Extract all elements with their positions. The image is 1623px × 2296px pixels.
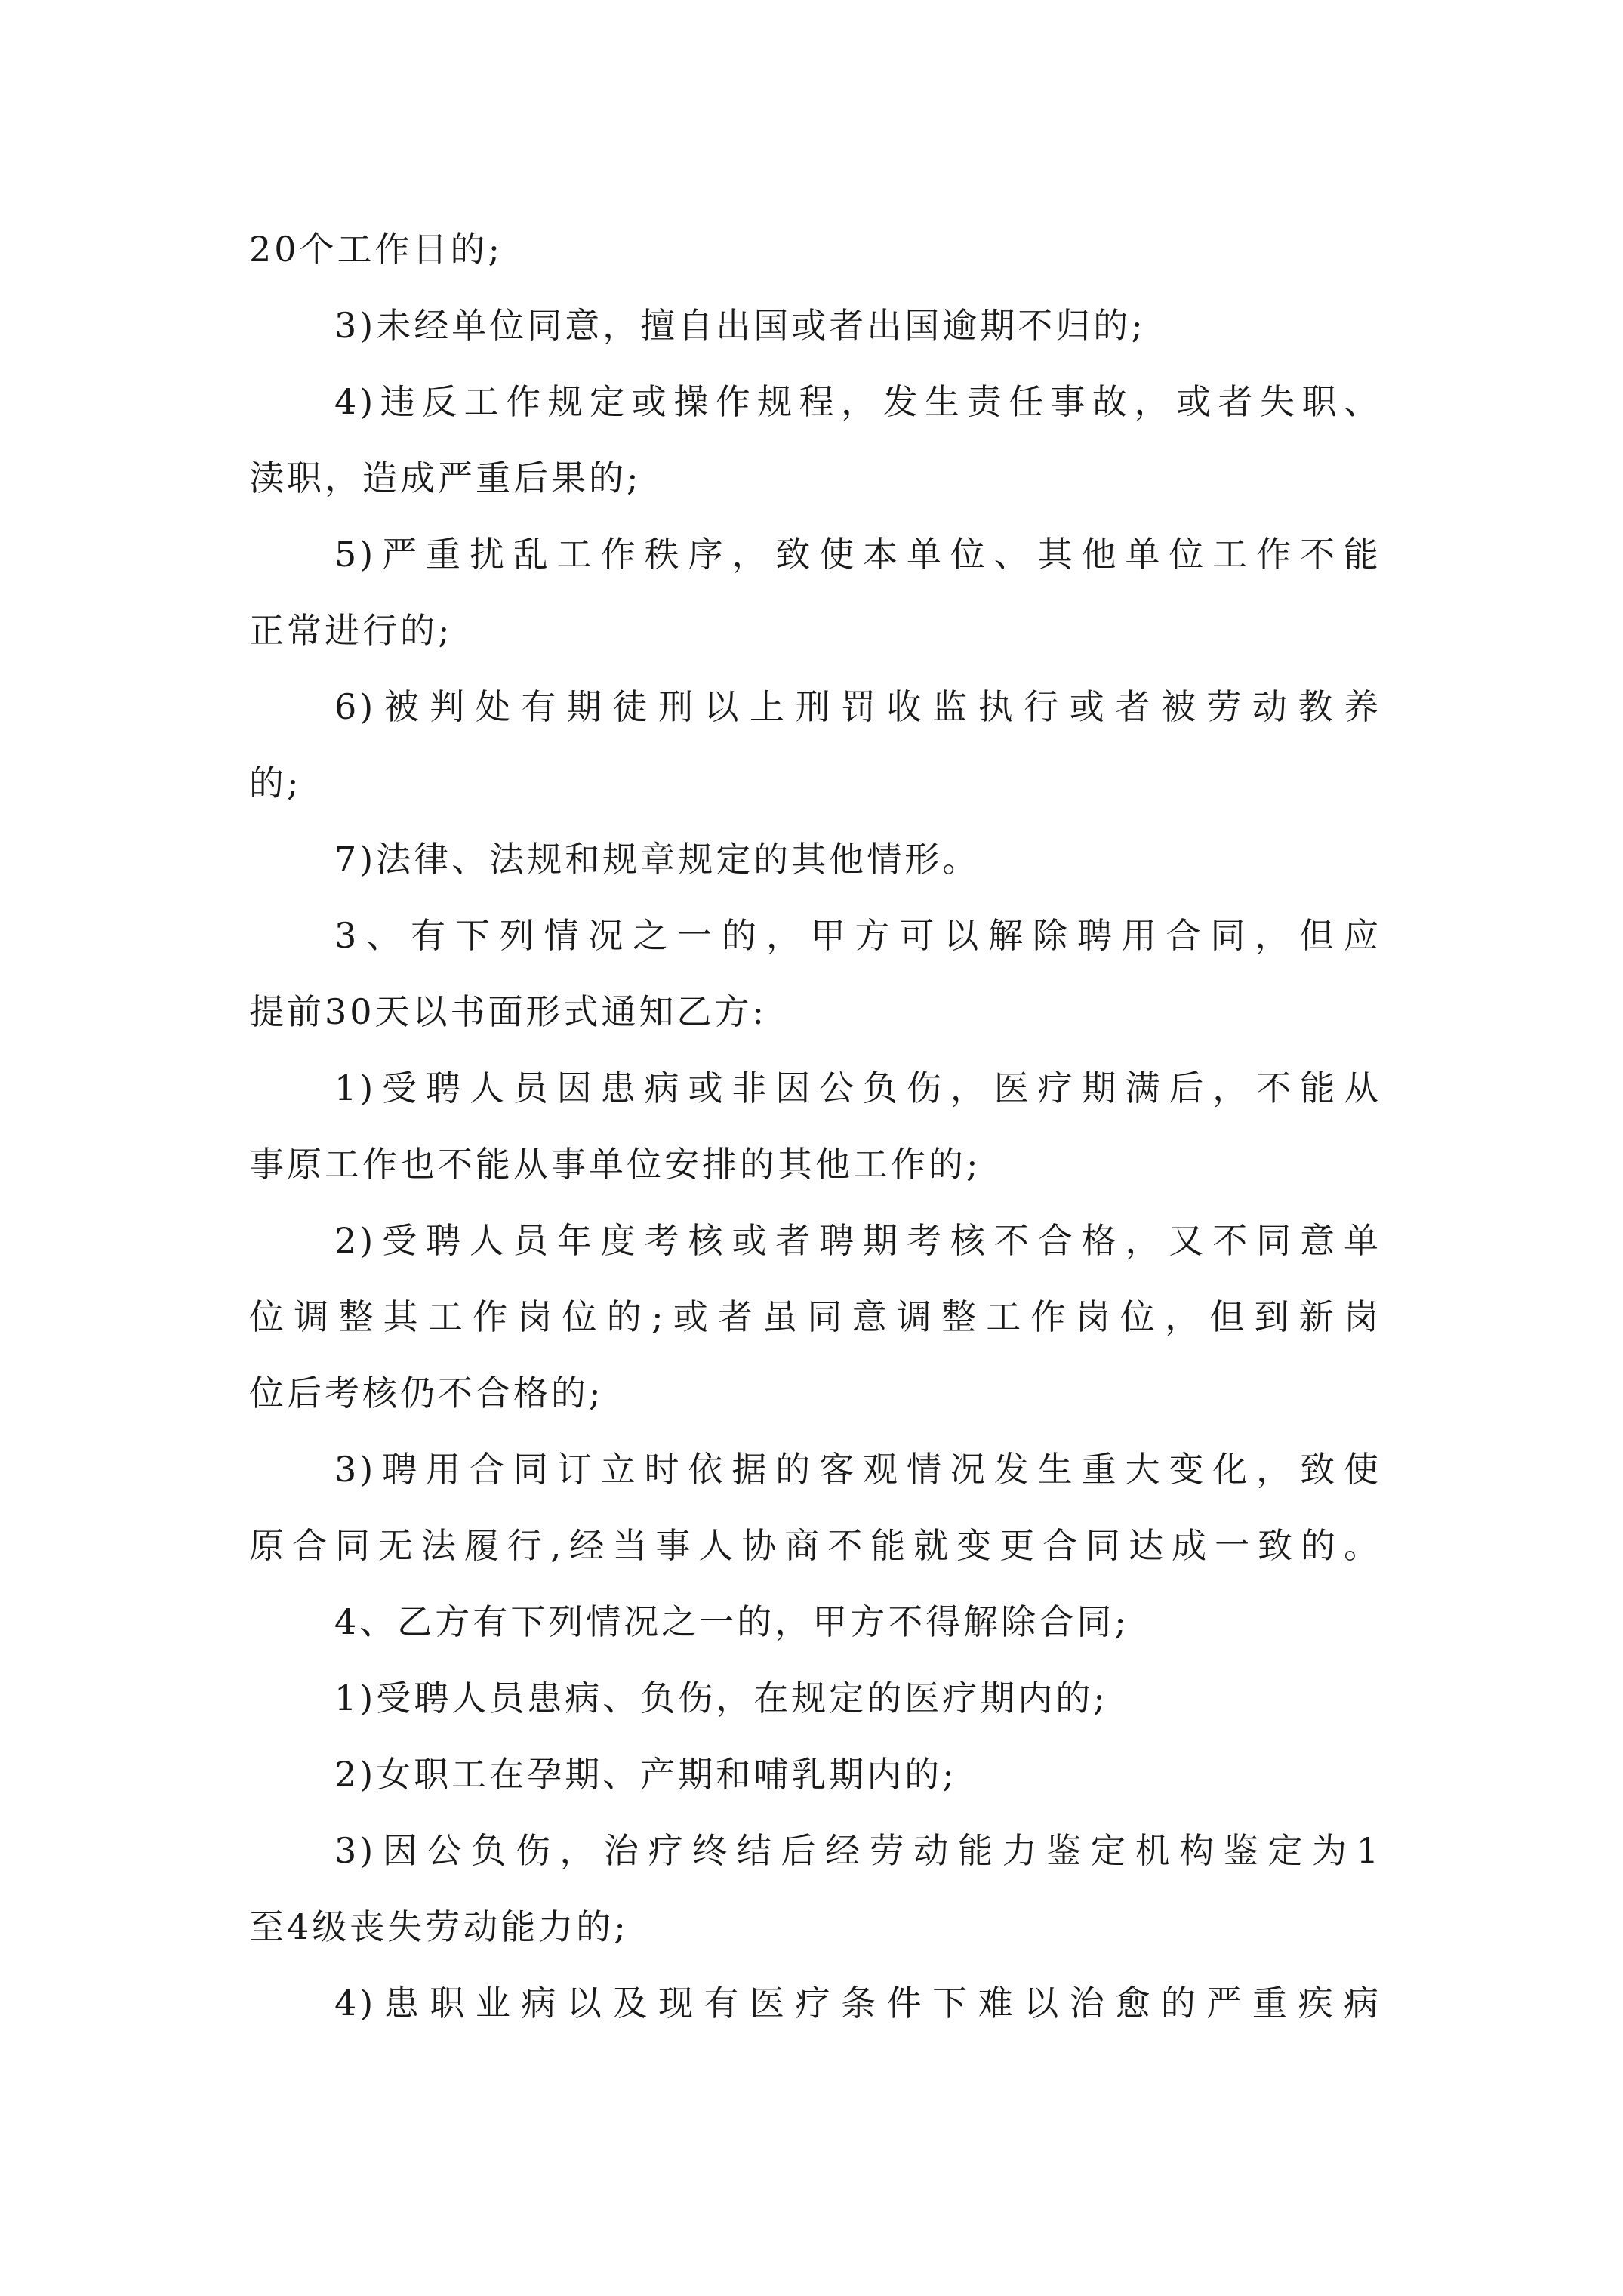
text-line: 3)聘用合同订立时依据的客观情况发生重大变化，致使: [334, 1449, 1381, 1490]
text-line: 位调整其工作岗位的;或者虽同意调整工作岗位，但到新岗: [249, 1296, 1381, 1337]
text-line: 3)未经单位同意，擅自出国或者出国逾期不归的;: [334, 305, 1146, 346]
text-line: 4)患职业病以及现有医疗条件下难以治愈的严重疾病: [334, 1983, 1381, 2023]
text-line: 位后考核仍不合格的;: [249, 1373, 604, 1413]
text-line: 的;: [249, 763, 302, 803]
text-line: 4)违反工作规定或操作规程，发生责任事故，或者失职、: [334, 381, 1381, 422]
text-line: 2)受聘人员年度考核或者聘期考核不合格，又不同意单: [334, 1220, 1381, 1261]
text-line: 2)女职工在孕期、产期和哺乳期内的;: [334, 1754, 957, 1795]
text-line: 正常进行的;: [249, 610, 453, 651]
document-body: [249, 211, 1381, 2042]
text-line: 提前30天以书面形式通知乙方:: [249, 991, 768, 1032]
text-line: 6)被判处有期徒刑以上刑罚收监执行或者被劳动教养: [334, 686, 1381, 727]
text-line: 1)受聘人员因患病或非因公负伤，医疗期满后，不能从: [334, 1068, 1381, 1108]
text-line: 1)受聘人员患病、负伤，在规定的医疗期内的;: [334, 1678, 1108, 1718]
text-line: 渎职，造成严重后果的;: [249, 458, 642, 498]
text-line: 5)严重扰乱工作秩序，致使本单位、其他单位工作不能: [334, 534, 1381, 575]
text-line: 4、乙方有下列情况之一的，甲方不得解除合同;: [334, 1601, 1129, 1642]
text-line: 20个工作日的;: [249, 229, 504, 270]
text-line: 7)法律、法规和规章规定的其他情形。: [334, 839, 981, 880]
text-line: 3)因公负伤，治疗终结后经劳动能力鉴定机构鉴定为1: [334, 1830, 1381, 1871]
text-line: 3、有下列情况之一的，甲方可以解除聘用合同，但应: [334, 915, 1381, 956]
text-line: 事原工作也不能从事单位安排的其他工作的;: [249, 1144, 981, 1185]
text-line: 原合同无法履行,经当事人协商不能就变更合同达成一致的。: [249, 1525, 1381, 1566]
text-line: 至4级丧失劳动能力的;: [249, 1906, 629, 1947]
